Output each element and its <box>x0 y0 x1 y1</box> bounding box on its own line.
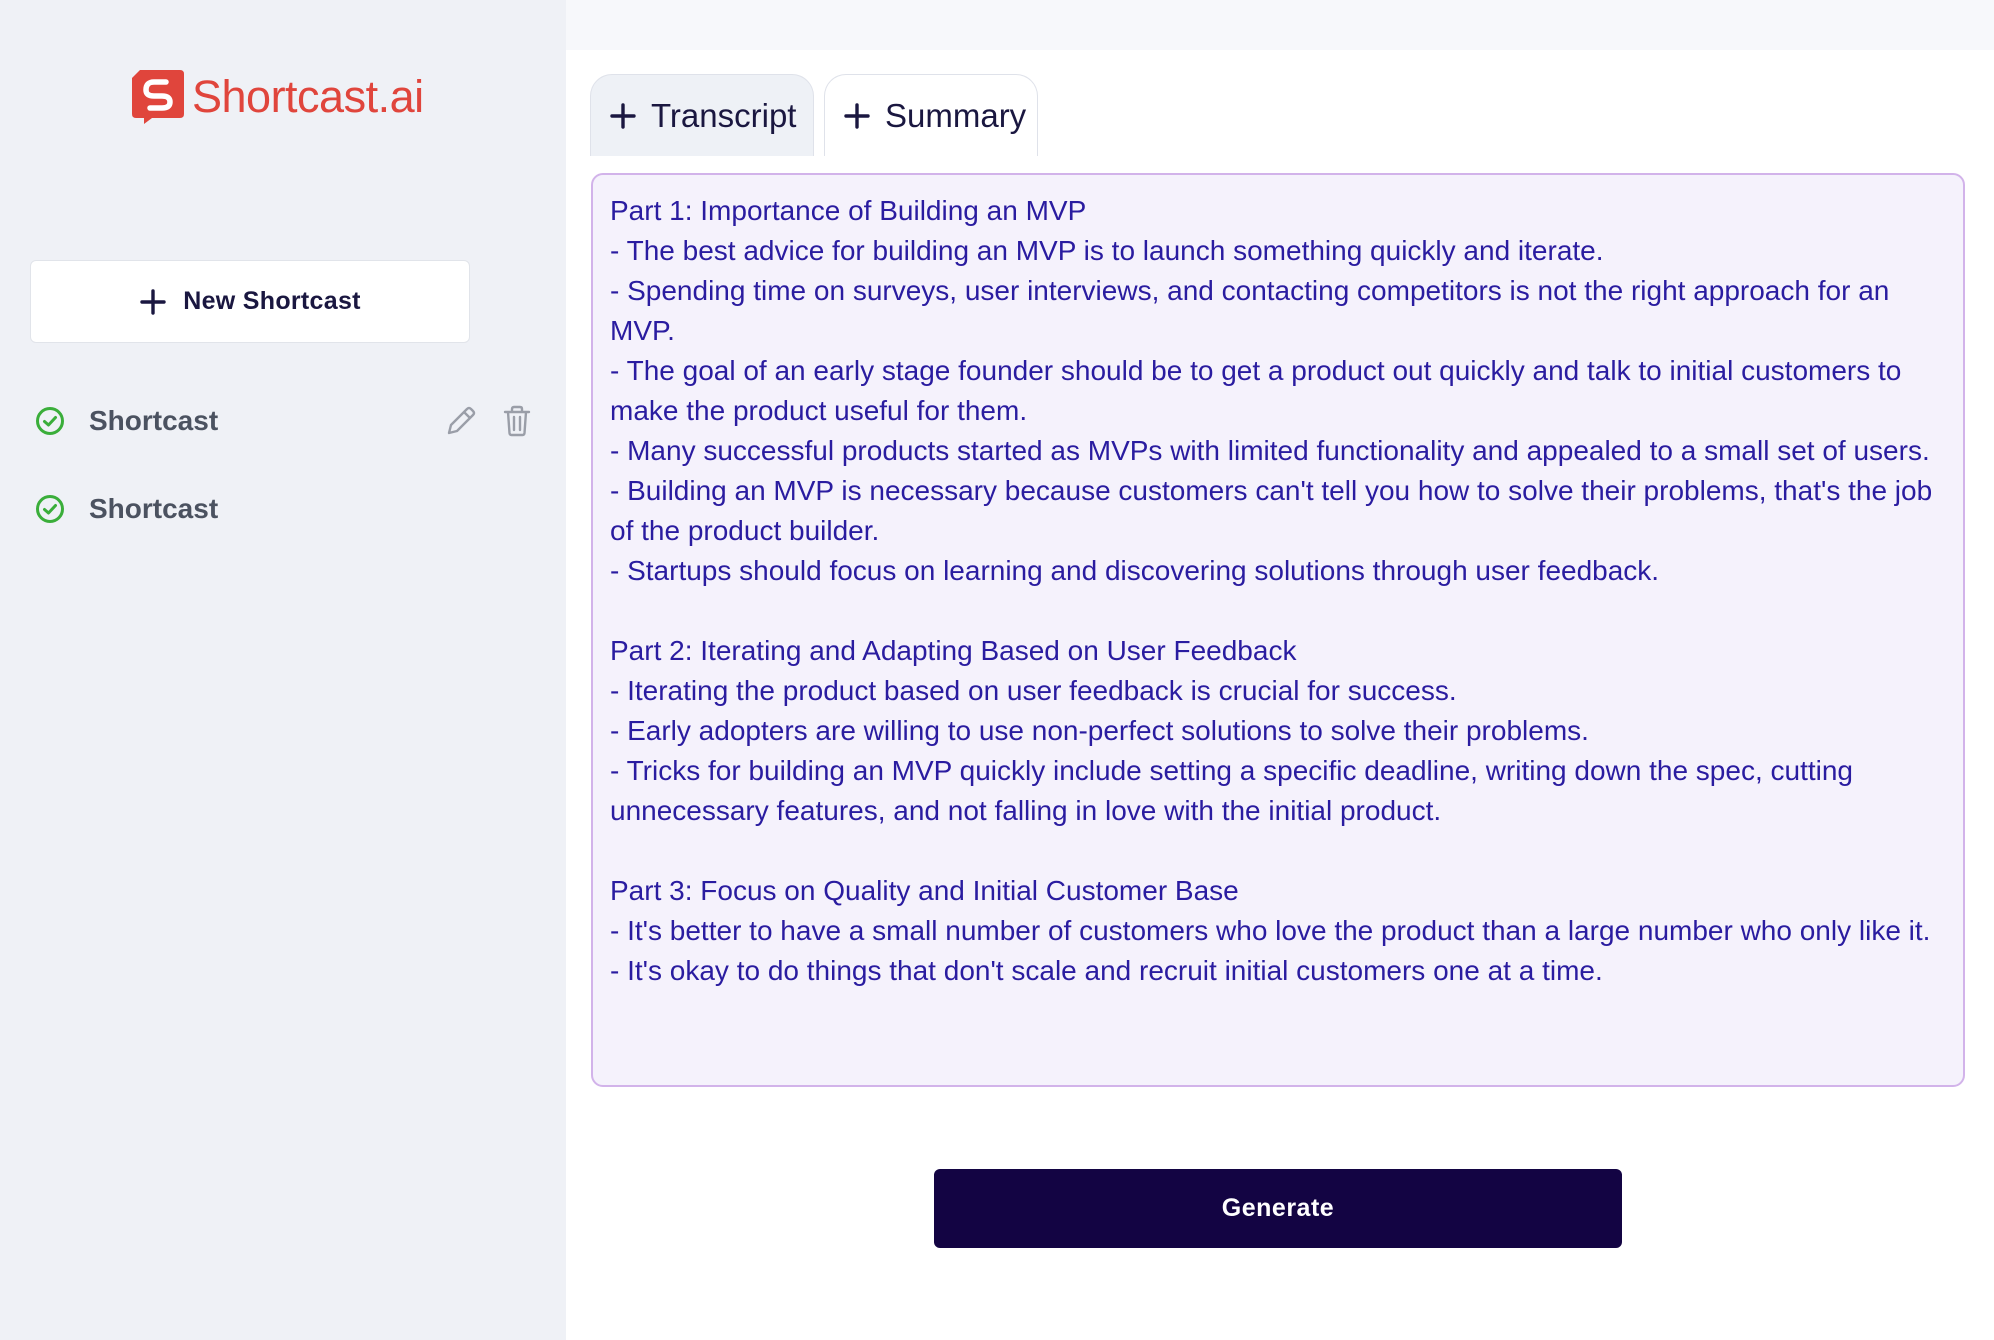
plus-icon <box>139 288 167 316</box>
top-bar <box>566 0 1994 50</box>
new-shortcast-label: New Shortcast <box>183 287 361 315</box>
trash-icon[interactable] <box>500 404 534 438</box>
tab-transcript-label: Transcript <box>651 96 797 134</box>
summary-textarea[interactable]: Part 1: Importance of Building an MVP - The best advice for building an MVP is to launch something quickly and iterate. - Spending time on surveys, user interviews, and contacting competitors is not the right approach for an MVP. - The goal of an early stage founder should be to get a product out quickly and talk to initial customers to make the product useful for them. - Many successful products started as MVPs with limited functionality and appealed to a small set of users. - Building an MVP is necessary because customers can't tell you how to solve their problems, that's the job of the product builder. - Startups should focus on learning and discovering solutions through user feedback. Part 2: Iterating and Adapting Based on User Feedback - Iterating the product based on user feedback is crucial for success. - Early adopters are willing to use non-perfect solutions to solve their problems. - Tricks for building an MVP quickly include setting a specific deadline, writing down the spec, cutting unnecessary features, and not falling in love with the initial product. Part 3: Focus on Quality and Initial Customer Base - It's better to have a small number of customers who love the product than a large number who only like it. - It's okay to do things that don't scale and recruit initial customers one at a time. <box>591 173 1965 1087</box>
shortcast-list-item[interactable] <box>34 396 534 446</box>
new-shortcast-button[interactable] <box>30 260 470 343</box>
shortcast-item-label: Shortcast <box>89 493 219 524</box>
shortcast-logo-icon <box>130 68 186 124</box>
brand-name: Shortcast.ai <box>192 70 424 122</box>
check-circle-icon <box>34 493 66 525</box>
tab-transcript[interactable] <box>590 74 814 156</box>
tab-summary-label: Summary <box>885 96 1027 134</box>
sidebar <box>0 0 566 1340</box>
generate-button[interactable]: Generate <box>934 1169 1622 1248</box>
pencil-icon[interactable] <box>444 404 478 438</box>
brand-logo[interactable] <box>130 66 424 126</box>
check-circle-icon <box>34 405 66 437</box>
shortcast-item-actions <box>422 396 534 446</box>
shortcast-list-item[interactable] <box>34 484 534 534</box>
shortcast-item-label: Shortcast <box>89 405 219 436</box>
plus-icon <box>609 102 637 130</box>
plus-icon <box>843 102 871 130</box>
tab-summary[interactable] <box>824 74 1038 156</box>
